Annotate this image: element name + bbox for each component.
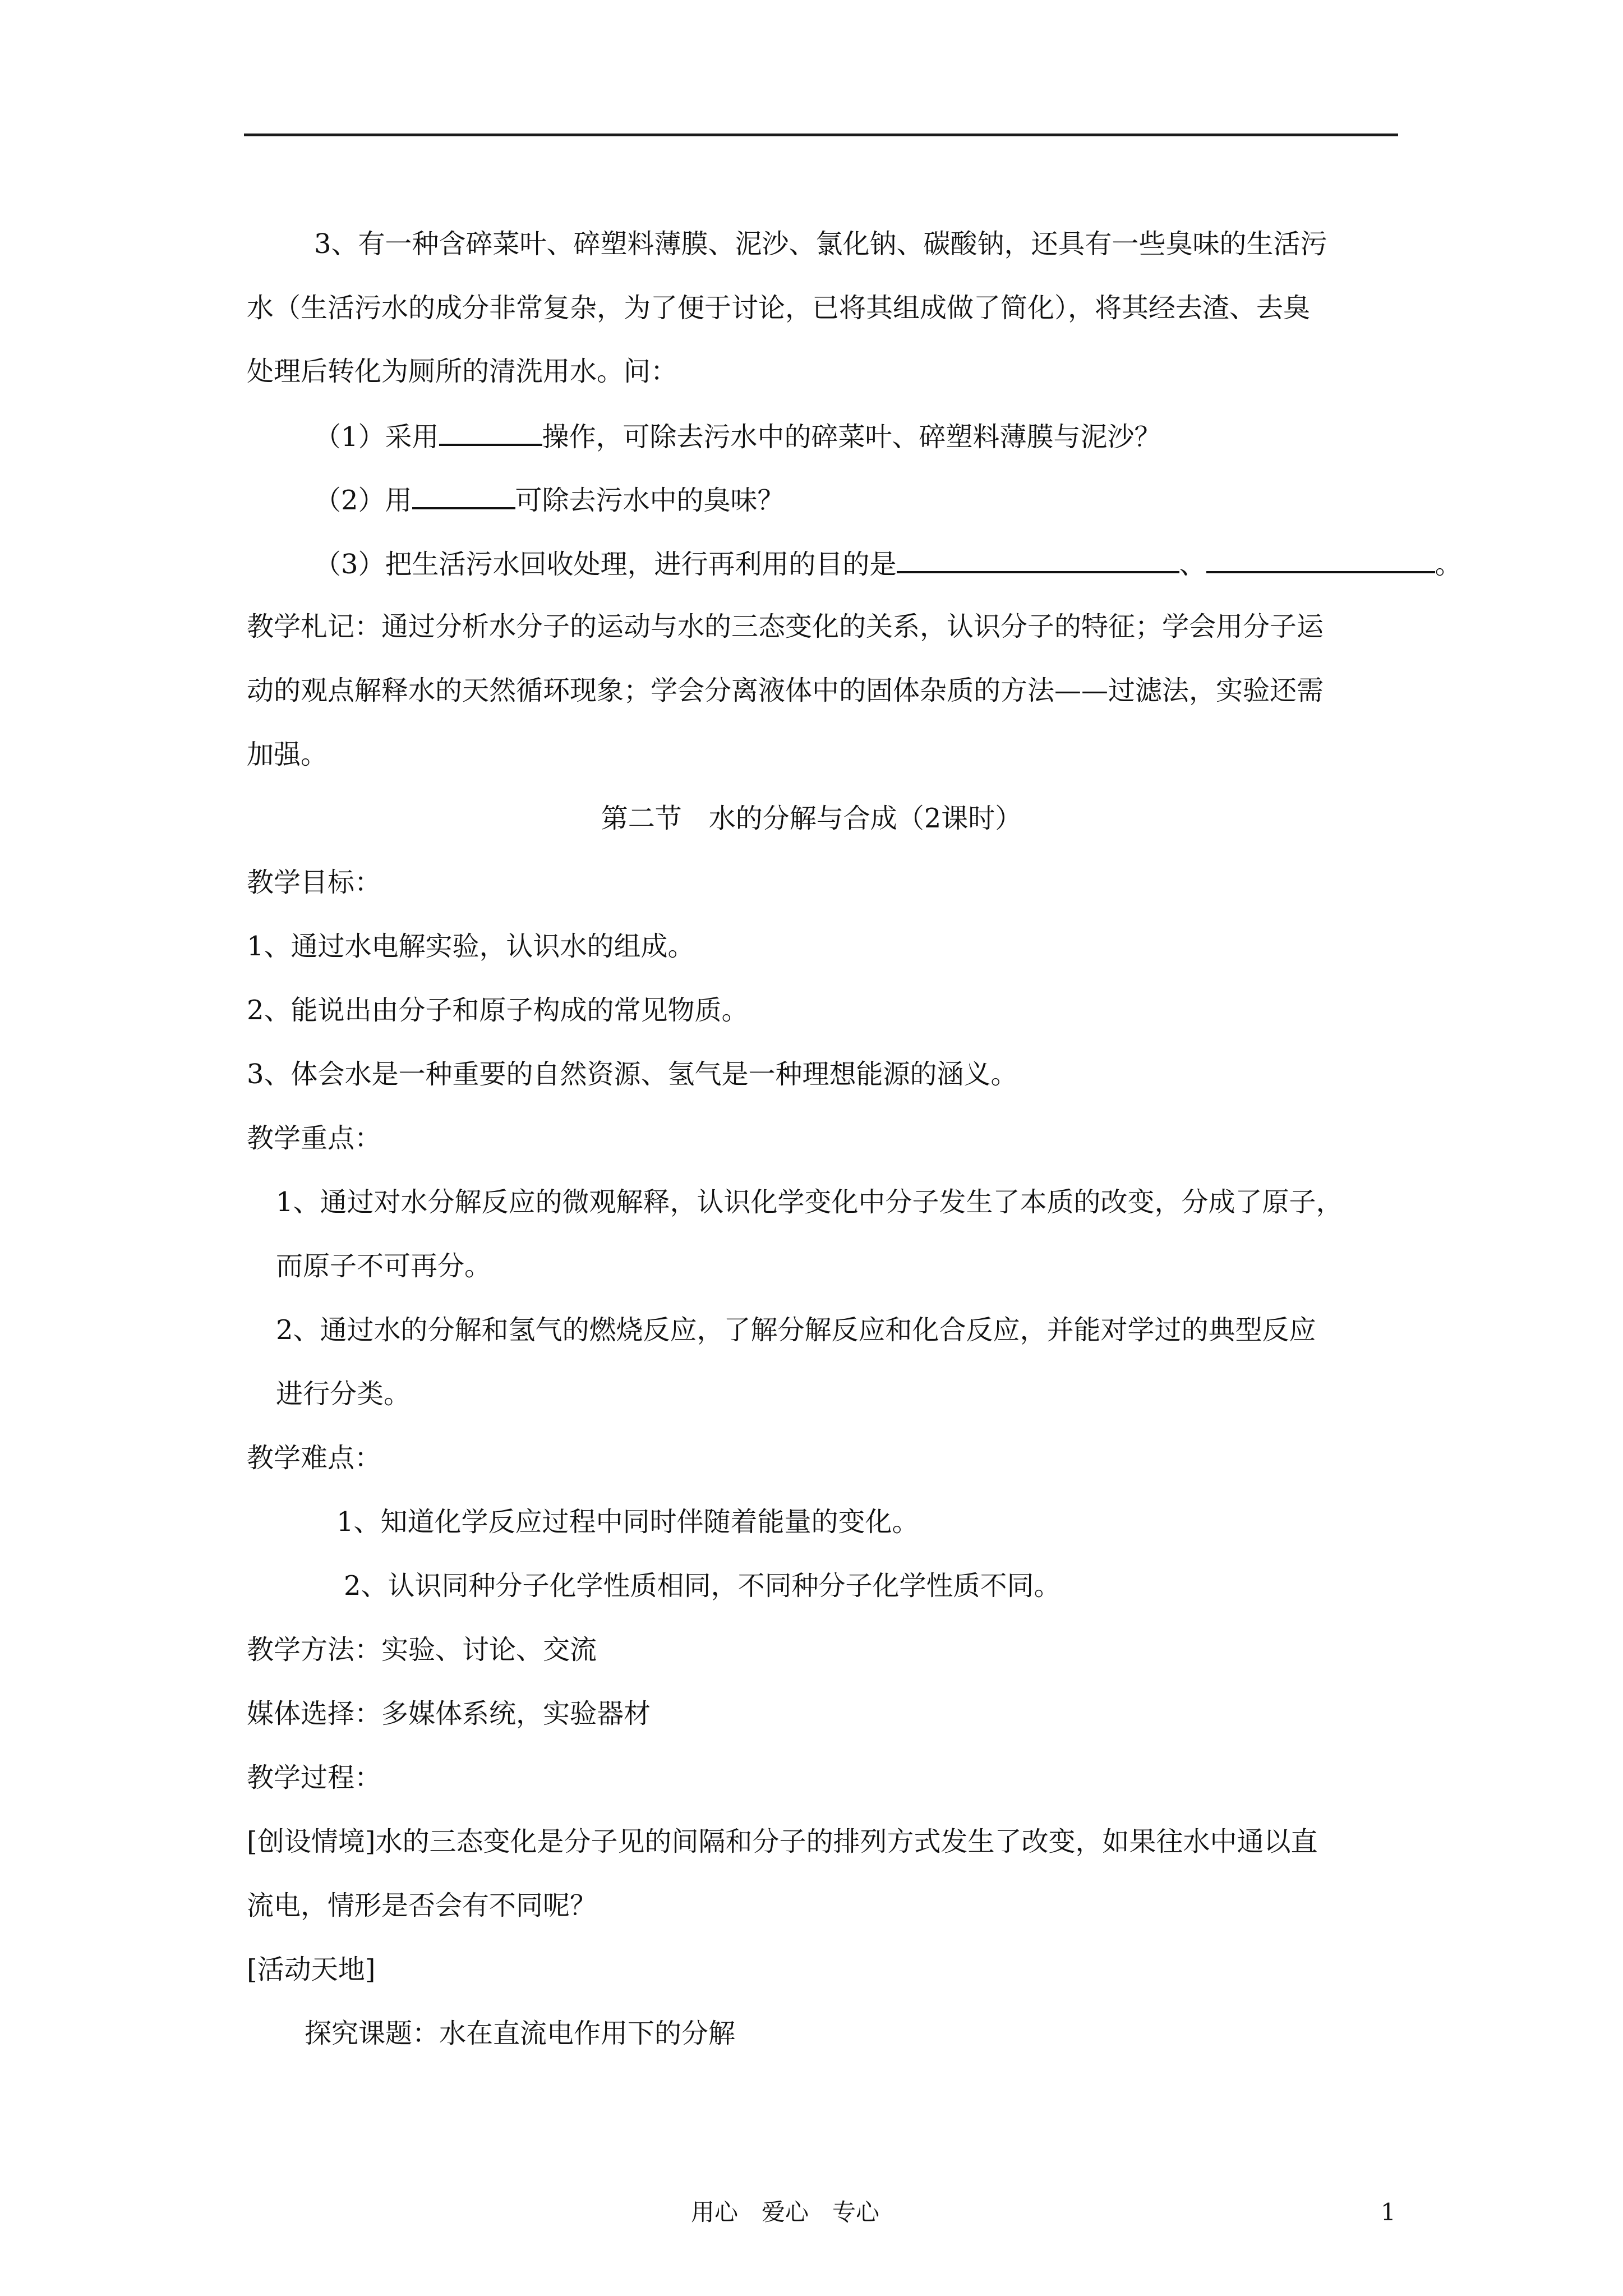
question-3-prefix: （3）把生活污水回收处理，进行再利用的目的是 — [314, 549, 897, 580]
key-point-1-line-1: 1、通过对水分解反应的微观解释，认识化学变化中分子发生了本质的改变，分成了原子， — [276, 1186, 1343, 1218]
teaching-notes-line-2: 动的观点解释水的天然循环现象；学会分离液体中的固体杂质的方法——过滤法，实验还需 — [247, 675, 1324, 706]
teaching-methods: 教学方法：实验、讨论、交流 — [247, 1634, 597, 1665]
question-1-blank[interactable] — [439, 419, 542, 446]
page-number: 1 — [1381, 2198, 1396, 2226]
scenario-line-2: 流电，情形是否会有不同呢？ — [247, 1890, 597, 1921]
question-3 — [314, 546, 1462, 581]
problem-3-line-2: 水（生活污水的成分非常复杂，为了便于讨论，已将其组成做了简化），将其经去渣、去臭 — [247, 292, 1311, 324]
question-1 — [314, 419, 1161, 454]
key-point-2-line-1: 2、通过水的分解和氢气的燃烧反应，了解分解反应和化合反应，并能对学过的典型反应 — [276, 1314, 1316, 1346]
objectives-heading: 教学目标： — [247, 867, 382, 898]
question-2-blank[interactable] — [412, 482, 515, 509]
question-2 — [314, 482, 785, 517]
objective-item-3: 3、体会水是一种重要的自然资源、氢气是一种理想能源的涵义。 — [247, 1059, 1018, 1090]
objective-item-2: 2、能说出由分子和原子构成的常见物质。 — [247, 995, 749, 1026]
scenario-line-1: [创设情境]水的三态变化是分子见的间隔和分子的排列方式发生了改变，如果往水中通以直 — [247, 1826, 1318, 1857]
process-heading: 教学过程： — [247, 1762, 382, 1793]
section-title: 第二节 水的分解与合成（2课时） — [601, 803, 1022, 834]
footer-motto: 用心 爱心 专心 — [691, 2198, 880, 2226]
question-2-suffix: 可除去污水中的臭味？ — [515, 485, 785, 516]
problem-3-line-3: 处理后转化为厕所的清洗用水。问： — [247, 356, 678, 387]
difficulty-item-1: 1、知道化学反应过程中同时伴随着能量的变化。 — [336, 1506, 919, 1538]
question-1-prefix: （1）采用 — [314, 421, 439, 453]
question-1-suffix: 操作，可除去污水中的碎菜叶、碎塑料薄膜与泥沙？ — [542, 421, 1161, 453]
teaching-notes-line-3: 加强。 — [247, 739, 328, 770]
question-3-blank-2[interactable] — [1206, 546, 1435, 573]
question-3-blank-1[interactable] — [897, 546, 1179, 573]
difficulties-heading: 教学难点： — [247, 1442, 382, 1474]
question-3-suffix: 。 — [1435, 549, 1462, 580]
problem-3-line-1: 3、有一种含碎菜叶、碎塑料薄膜、泥沙、氯化钠、碳酸钠，还具有一些臭味的生活污 — [314, 228, 1327, 260]
key-point-2-line-2: 进行分类。 — [276, 1378, 411, 1410]
question-3-separator: 、 — [1179, 549, 1206, 580]
key-point-1-line-2: 而原子不可再分。 — [276, 1250, 492, 1282]
question-2-prefix: （2）用 — [314, 485, 412, 516]
media-selection: 媒体选择：多媒体系统，实验器材 — [247, 1698, 651, 1729]
inquiry-topic: 探究课题：水在直流电作用下的分解 — [305, 2018, 736, 2049]
difficulty-item-2: 2、认识同种分子化学性质相同，不同种分子化学性质不同。 — [344, 1570, 1061, 1602]
teaching-notes-line-1: 教学札记：通过分析水分子的运动与水的三态变化的关系，认识分子的特征；学会用分子运 — [247, 611, 1324, 642]
objective-item-1: 1、通过水电解实验，认识水的组成。 — [247, 931, 695, 962]
key-points-heading: 教学重点： — [247, 1122, 382, 1154]
activity-label: [活动天地] — [247, 1954, 376, 1985]
